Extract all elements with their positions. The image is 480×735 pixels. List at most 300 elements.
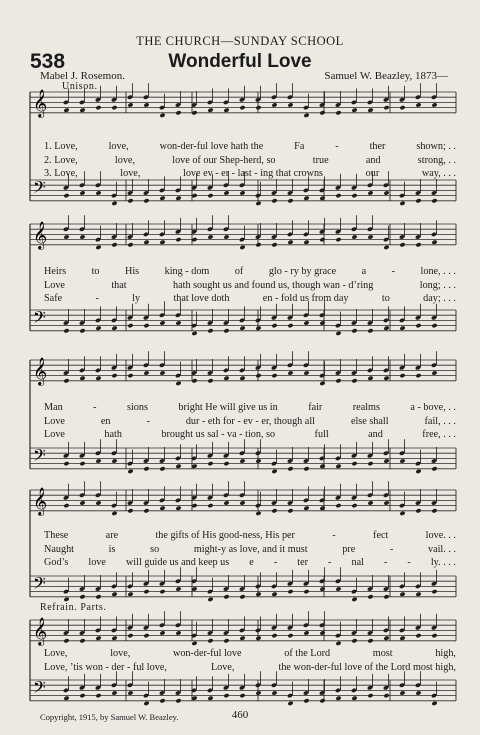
notehead <box>223 594 229 599</box>
lyric-line <box>44 557 456 568</box>
notehead <box>431 701 437 706</box>
notehead <box>255 242 261 247</box>
lyric-syllable: strong, . . <box>417 154 456 166</box>
notehead <box>207 597 213 602</box>
notehead <box>239 245 245 250</box>
bass-clef-icon: 𝄢 <box>33 177 46 201</box>
lyric-syllable: These <box>44 530 69 541</box>
notehead <box>127 198 133 203</box>
lyric-syllable: nal <box>351 557 364 568</box>
lyric-syllable: love <box>88 557 106 568</box>
unison-marking: Unison. <box>62 81 98 92</box>
lyric-syllable: His <box>124 266 140 277</box>
lyric-syllable: are <box>105 530 119 541</box>
lyric-syllable: Love, <box>210 661 235 673</box>
notehead <box>111 690 117 695</box>
notehead <box>223 376 229 381</box>
notehead <box>335 237 341 242</box>
lyric-syllable: 2. Love, <box>44 154 78 166</box>
hymn-number: 538 <box>30 50 66 73</box>
notehead <box>207 461 213 466</box>
notehead <box>415 373 421 378</box>
notehead <box>159 196 165 201</box>
lyric-syllable: - <box>335 141 339 152</box>
lyric-syllable: - <box>93 402 97 413</box>
notehead <box>95 693 101 698</box>
notehead <box>319 630 325 635</box>
notehead <box>351 503 357 508</box>
notehead <box>63 193 69 198</box>
notehead <box>95 326 101 331</box>
notehead <box>255 326 261 331</box>
notehead <box>239 500 245 505</box>
notehead <box>159 320 165 325</box>
notehead <box>79 500 85 505</box>
notehead <box>303 466 309 471</box>
notehead <box>319 196 325 201</box>
notehead <box>223 693 229 698</box>
notehead <box>159 370 165 375</box>
notehead <box>303 698 309 703</box>
notehead <box>431 323 437 328</box>
notehead <box>367 461 373 466</box>
notehead <box>351 328 357 333</box>
section-heading: THE CHURCH—SUNDAY SCHOOL <box>136 34 344 48</box>
lyric-syllable: might-y as love, and it must <box>193 543 308 555</box>
notehead <box>287 466 293 471</box>
notehead <box>159 589 165 594</box>
notehead <box>111 201 117 206</box>
lyric-syllable: so <box>150 543 160 555</box>
notehead <box>415 242 421 247</box>
notehead <box>415 508 421 513</box>
notehead <box>127 373 133 378</box>
lyric-syllable: will guide us and keep us <box>125 557 230 568</box>
lyric-syllable: fail, . . . <box>424 415 456 427</box>
lyric-syllable: en - fold us from day <box>262 293 349 304</box>
notehead <box>239 693 245 698</box>
notehead <box>351 597 357 602</box>
notehead <box>207 378 213 383</box>
notehead <box>79 234 85 239</box>
notehead <box>159 698 165 703</box>
notehead <box>223 328 229 333</box>
lyric-syllable: long; . . . <box>419 279 456 291</box>
notehead <box>207 328 213 333</box>
notehead <box>431 102 437 107</box>
lyric-syllable: way, . . . <box>421 168 456 179</box>
lyricist-credit: Mabel J. Rosemon. <box>40 70 125 82</box>
notehead <box>79 376 85 381</box>
lyric-syllable: Love, <box>44 648 68 659</box>
lyric-syllable: love, <box>110 648 131 659</box>
notehead <box>127 469 133 474</box>
notehead <box>63 597 69 602</box>
lyric-syllable: the won-der-ful love of the Lord most high, <box>278 661 456 673</box>
lyric-syllable: the gifts of His good-ness, His per <box>155 530 295 541</box>
notehead <box>303 320 309 325</box>
notehead <box>111 511 117 516</box>
lyric-syllable: - <box>383 557 388 568</box>
notehead <box>143 466 149 471</box>
lyric-syllable: Man <box>44 402 63 413</box>
lyric-syllable: love of our Shep-herd, so <box>172 154 276 166</box>
notehead <box>271 323 277 328</box>
treble-clef-icon: 𝄞 <box>33 357 48 385</box>
lyric-syllable: free, . . . <box>422 429 456 440</box>
notehead <box>207 234 213 239</box>
copyright-notice: Copyright, 1915, by Samuel W. Beazley. <box>40 712 179 722</box>
notehead <box>287 198 293 203</box>
lyric-syllable: love, <box>120 168 141 179</box>
notehead <box>63 328 69 333</box>
notehead <box>255 690 261 695</box>
notehead <box>367 328 373 333</box>
lyric-syllable: and <box>368 429 383 440</box>
lyric-syllable: of the Lord <box>284 648 331 659</box>
notehead <box>335 586 341 591</box>
notehead <box>319 320 325 325</box>
notehead <box>415 690 421 695</box>
notehead <box>143 102 149 107</box>
lyric-line <box>44 416 456 427</box>
notehead <box>239 190 245 195</box>
lyric-line <box>44 266 456 277</box>
notehead <box>207 696 213 701</box>
notehead <box>271 508 277 513</box>
notehead <box>431 589 437 594</box>
lyric-syllable: ther <box>369 141 386 152</box>
notehead <box>95 500 101 505</box>
notehead <box>287 589 293 594</box>
lyric-syllable: won-der-ful love hath the <box>159 141 264 152</box>
lyric-line <box>44 293 456 304</box>
notehead <box>143 701 149 706</box>
notehead <box>335 331 341 336</box>
lyric-line <box>44 168 456 179</box>
notehead <box>431 466 437 471</box>
notehead <box>271 198 277 203</box>
notehead <box>127 508 133 513</box>
notehead <box>223 234 229 239</box>
lyric-syllable: ter <box>297 557 309 568</box>
notehead <box>383 500 389 505</box>
lyric-syllable: to <box>91 266 100 277</box>
notehead <box>287 102 293 107</box>
lyric-syllable: that <box>111 279 127 291</box>
lyric-syllable: Safe <box>44 293 63 304</box>
notehead <box>95 245 101 250</box>
bass-clef-icon: 𝄢 <box>33 677 46 701</box>
lyric-syllable: en <box>100 415 111 427</box>
lyric-syllable: sions <box>127 402 148 413</box>
notehead <box>239 105 245 110</box>
notehead <box>143 370 149 375</box>
notehead <box>255 636 261 641</box>
notehead <box>383 376 389 381</box>
lyric-line <box>44 544 456 555</box>
lyric-syllable: shown; . . <box>416 141 456 152</box>
notehead <box>191 331 197 336</box>
lyric-syllable: brought us sal - va - tion, so <box>161 429 276 440</box>
treble-clef-icon: 𝄞 <box>33 221 48 249</box>
notehead <box>335 378 341 383</box>
notehead <box>399 242 405 247</box>
notehead <box>399 690 405 695</box>
notehead <box>367 234 373 239</box>
notehead <box>191 641 197 646</box>
notehead <box>367 594 373 599</box>
notehead <box>111 105 117 110</box>
notehead <box>399 373 405 378</box>
notehead <box>367 190 373 195</box>
notehead <box>111 592 117 597</box>
lyric-syllable: - <box>146 415 150 427</box>
notehead <box>63 696 69 701</box>
lyric-syllable: Love <box>44 415 65 427</box>
lyric-syllable: realms <box>352 402 380 413</box>
lyric-syllable: won-der-ful love <box>172 648 242 659</box>
lyric-syllable: hath <box>104 429 122 440</box>
notehead <box>415 198 421 203</box>
notehead <box>63 108 69 113</box>
lyric-syllable: glo - ry by grace <box>268 266 337 277</box>
notehead <box>351 234 357 239</box>
notehead <box>175 110 181 115</box>
lyric-syllable: else shall <box>350 415 389 427</box>
lyric-syllable: fair <box>308 402 323 413</box>
lyric-syllable: 3. Love, <box>44 168 78 179</box>
notehead <box>335 110 341 115</box>
lyric-line <box>44 155 456 166</box>
lyric-line <box>44 280 456 291</box>
notehead <box>159 466 165 471</box>
lyric-syllable: day; . . . <box>423 293 456 304</box>
lyric-syllable: a <box>361 266 367 277</box>
lyric-line <box>44 429 456 440</box>
notehead <box>159 630 165 635</box>
lyric-syllable: - <box>95 293 99 304</box>
notehead <box>335 464 341 469</box>
notehead <box>79 594 85 599</box>
notehead <box>431 240 437 245</box>
notehead <box>303 240 309 245</box>
composer-credit: Samuel W. Beazley, 1873— <box>324 70 448 82</box>
notehead <box>143 589 149 594</box>
lyric-syllable: and <box>365 154 381 166</box>
lyric-syllable: ly. . . . <box>430 557 456 568</box>
notehead <box>175 196 181 201</box>
notehead <box>319 698 325 703</box>
notehead <box>271 102 277 107</box>
lyric-syllable: hath sought us and found us, though wan - d’ring <box>173 279 374 291</box>
notehead <box>95 458 101 463</box>
notehead <box>319 110 325 115</box>
lyric-syllable: bright He will give us in <box>178 402 278 413</box>
notehead <box>335 696 341 701</box>
notehead <box>95 105 101 110</box>
notehead <box>303 113 309 118</box>
notehead <box>351 378 357 383</box>
notehead <box>79 461 85 466</box>
notehead <box>143 633 149 638</box>
lyric-syllable: a - bove, . . <box>410 402 456 413</box>
notehead <box>143 240 149 245</box>
bass-clef-icon: 𝄢 <box>33 307 46 331</box>
lyric-line <box>44 141 456 152</box>
lyric-line <box>44 662 456 673</box>
notehead <box>223 500 229 505</box>
notehead <box>223 461 229 466</box>
notehead <box>95 636 101 641</box>
hymn-title: Wonderful Love <box>168 51 312 72</box>
notehead <box>63 638 69 643</box>
notehead <box>399 511 405 516</box>
notehead <box>175 464 181 469</box>
notehead <box>351 638 357 643</box>
lyric-line <box>44 648 456 659</box>
notehead <box>63 461 69 466</box>
notehead <box>287 370 293 375</box>
lyric-syllable: vail. . . <box>427 543 456 555</box>
lyric-syllable: Love, ’tis won - der - ful love, <box>44 661 167 673</box>
lyric-syllable: dur - eth for - ev - er, though all <box>185 415 315 427</box>
notehead <box>207 193 213 198</box>
notehead <box>399 636 405 641</box>
notehead <box>175 506 181 511</box>
notehead <box>399 326 405 331</box>
notehead <box>223 190 229 195</box>
lyric-syllable: that love doth <box>173 293 230 304</box>
notehead <box>431 198 437 203</box>
notehead <box>79 693 85 698</box>
notehead <box>239 636 245 641</box>
notehead <box>399 592 405 597</box>
lyric-syllable: - <box>328 557 332 568</box>
notehead <box>383 190 389 195</box>
page-number: 460 <box>231 709 249 721</box>
treble-clef-icon: 𝄞 <box>33 617 48 645</box>
notehead <box>351 108 357 113</box>
lyric-syllable: Love <box>44 279 65 291</box>
notehead <box>303 196 309 201</box>
notehead <box>287 240 293 245</box>
notehead <box>431 508 437 513</box>
lyric-syllable: true <box>312 154 329 166</box>
notehead <box>63 234 69 239</box>
notehead <box>303 370 309 375</box>
bass-clef-icon: 𝄢 <box>33 573 46 597</box>
notehead <box>111 636 117 641</box>
notehead <box>415 323 421 328</box>
lyric-syllable: Naught <box>44 543 74 555</box>
lyric-syllable: - <box>332 530 336 541</box>
treble-clef-icon: 𝄞 <box>33 89 48 117</box>
notehead <box>287 323 293 328</box>
lyric-syllable: of <box>234 266 244 277</box>
lyric-syllable: to <box>381 293 390 304</box>
notehead <box>127 242 133 247</box>
notehead <box>95 594 101 599</box>
notehead <box>239 376 245 381</box>
notehead <box>351 461 357 466</box>
notehead <box>223 638 229 643</box>
lyric-syllable: love, <box>114 154 135 166</box>
notehead <box>319 506 325 511</box>
notehead <box>415 102 421 107</box>
lyric-syllable: - <box>273 557 278 568</box>
notehead <box>111 458 117 463</box>
lyric-syllable: is <box>108 543 116 555</box>
notehead <box>383 693 389 698</box>
notehead <box>367 108 373 113</box>
notehead <box>415 592 421 597</box>
notehead <box>239 326 245 331</box>
notehead <box>79 638 85 643</box>
notehead <box>399 201 405 206</box>
notehead <box>255 201 261 206</box>
notehead <box>175 630 181 635</box>
lyric-syllable: love ev - er - last - ing that crowns <box>182 168 324 179</box>
notehead <box>255 592 261 597</box>
lyric-line <box>44 530 456 541</box>
notehead <box>351 696 357 701</box>
notehead <box>287 701 293 706</box>
notehead <box>255 458 261 463</box>
notehead <box>319 464 325 469</box>
notehead <box>367 638 373 643</box>
notehead <box>159 240 165 245</box>
notehead <box>143 323 149 328</box>
notehead <box>127 323 133 328</box>
notehead <box>111 373 117 378</box>
notehead <box>175 320 181 325</box>
notehead <box>383 326 389 331</box>
notehead <box>255 105 261 110</box>
notehead <box>271 633 277 638</box>
notehead <box>207 108 213 113</box>
notehead <box>127 633 133 638</box>
notehead <box>383 636 389 641</box>
notehead <box>175 237 181 242</box>
notehead <box>383 245 389 250</box>
notehead <box>383 458 389 463</box>
lyric-syllable: Love <box>44 429 65 440</box>
notehead <box>79 108 85 113</box>
lyric-syllable: pre <box>342 543 356 555</box>
notehead <box>271 592 277 597</box>
lyric-syllable: ly <box>132 293 141 304</box>
notehead <box>255 511 261 516</box>
notehead <box>303 630 309 635</box>
lyric-syllable: our <box>365 168 380 179</box>
lyric-line <box>44 402 456 413</box>
notehead <box>207 638 213 643</box>
notehead <box>271 690 277 695</box>
notehead <box>303 589 309 594</box>
notehead <box>399 105 405 110</box>
notehead <box>399 458 405 463</box>
notehead <box>255 373 261 378</box>
lyric-syllable: king - dom <box>164 266 210 277</box>
notehead <box>95 376 101 381</box>
notehead <box>79 328 85 333</box>
notehead <box>319 237 325 242</box>
notehead <box>383 594 389 599</box>
notehead <box>143 508 149 513</box>
bass-clef-icon: 𝄢 <box>33 445 46 469</box>
notehead <box>175 381 181 386</box>
